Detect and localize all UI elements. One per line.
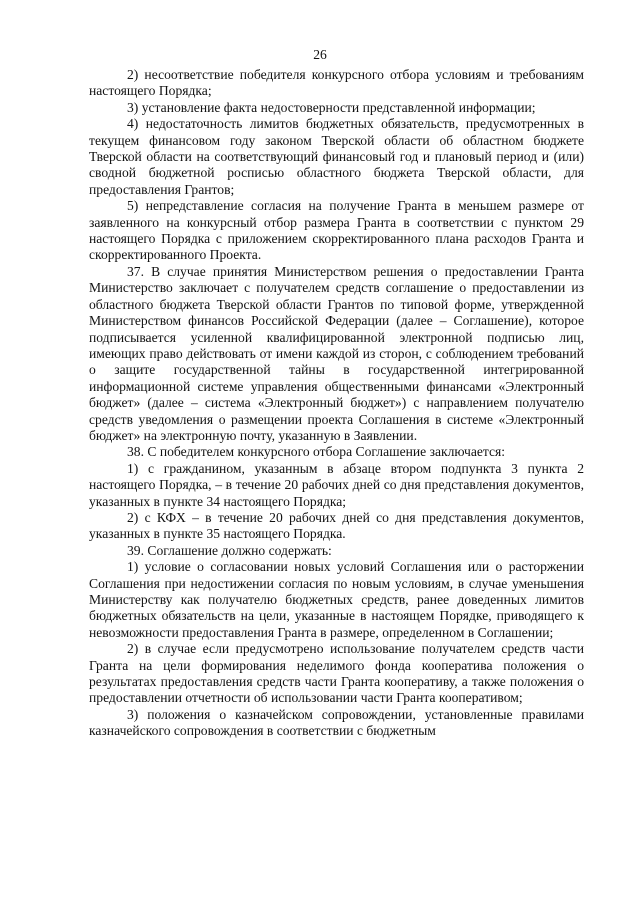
paragraph-36-item-5: 5) непредставление согласия на получение Гранта в меньшем размере от заявленного на конкурсный отбор размера Гранта в соответствии с пунктом 29 настоящего Порядка с приложением скорректированного плана расходов Гранта и скорректированного Проекта. [89,198,584,263]
paragraph-36-item-2: 2) несоответствие победителя конкурсного отбора условиям и требованиям настоящего Порядка; [89,67,584,99]
paragraph-38: 38. С победителем конкурсного отбора Соглашение заключается: [127,444,506,460]
document-body [89,67,584,740]
paragraph-38-item-1: 1) с гражданином, указанным в абзаце втором подпункта 3 пункта 2 настоящего Порядка, – в течение 20 рабочих дней со дня представления документов, указанных в пункте 34 настоящего Порядка; [89,460,584,509]
page-number: 26 [313,47,327,62]
paragraph-39-item-3: 3) положения о казначейском сопровождении, установленные правилами казначейского сопровождения в соответствии с бюджетным [89,706,584,739]
paragraph-39: 39. Соглашение должно содержать: [127,542,332,558]
paragraph-37: 37. В случае принятия Министерством решения о предоставлении Гранта Министерство заключает с получателем средств соглашение о предоставлении из областного бюджета Тверской области Грантов по типовой форме, утвержденной Министерством финансов Российской Федерации (далее – Соглашение), которое подписывается усиленной квалифицированной электронной подписью лиц, имеющих право действовать от имени каждой из сторон, с соблюдением требований о защите государственной тайны в государственной интегрированной информационной системе управления общественными финансами «Электронный бюджет» (далее – система «Электронный бюджет») с направлением получателю средств уведомления о размещении проекта Соглашения в системе «Электронный бюджет» на электронную почту, указанную в Заявлении. [89,263,584,443]
paragraph-38-item-2: 2) с КФХ – в течение 20 рабочих дней со дня представления документов, указанных в пункте 35 настоящего Порядка. [89,509,584,542]
paragraph-39-item-1: 1) условие о согласовании новых условий Соглашения или о расторжении Соглашения при недостижении согласия по новым условиям, в случае уменьшения Министерству как получателю бюджетных средств, ранее доведенных лимитов бюджетных обязательств на цели, указанные в настоящем Порядке, приводящего к невозможности предоставления Гранта в размере, определенном в Соглашении; [89,559,584,640]
paragraph-39-item-2: 2) в случае если предусмотрено использование получателем средств части Гранта на цели формирования неделимого фонда кооператива положения о результатах предоставления средств части Гранта кооперативу, а также положения о предоставлении отчетности об использовании части Гранта кооперативом; [89,641,584,706]
paragraph-36-item-3: 3) установление факта недостоверности представленной информации; [127,99,536,115]
paragraph-36-item-4: 4) недостаточность лимитов бюджетных обязательств, предусмотренных в текущем финансовом году законом Тверской области об областном бюджете Тверской области на соответствующий финансовый год и плановый период и (или) сводной бюджетной росписью областного бюджета Тверской области, для предоставления Грантов; [89,116,584,197]
